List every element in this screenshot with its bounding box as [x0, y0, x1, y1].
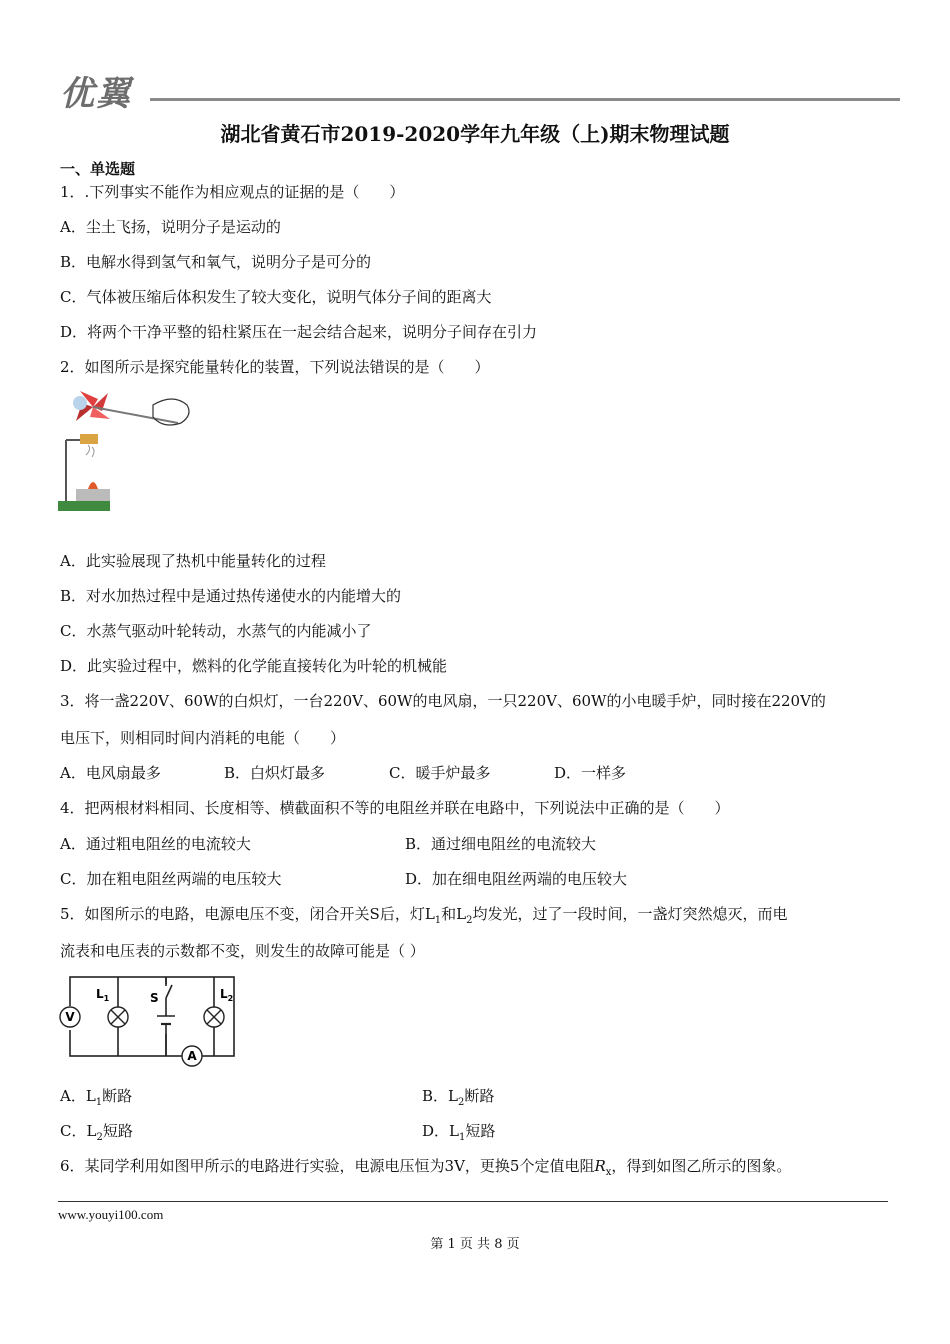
footer-url: www.youyi100.com — [58, 1207, 164, 1222]
q4-stem: 4．把两根材料相同、长度相等、横截面积不等的电阻丝并联在电路中，下列说法中正确的是（ ） — [60, 799, 730, 817]
q3-option-b: B．白炽灯最多 — [224, 764, 326, 782]
svg-text:S: S — [150, 991, 159, 1005]
q4-option-d: D．加在细电阻丝两端的电压较大 — [405, 870, 628, 888]
pinwheel-icon — [73, 391, 110, 421]
page-title: 湖北省黄石市2019-2020学年九年级（上)期末物理试题 — [220, 122, 730, 146]
q2-option-b: B．对水加热过程中是通过热传递使水的内能增大的 — [60, 587, 402, 605]
steam — [86, 445, 94, 457]
q5-option-d: D．$L_1$短路 — [422, 1122, 496, 1143]
q5-stem-line1: 5．如图所示的电路，电源电压不变，闭合开关S后，灯$L_1$和$L_2$均发光，过了一段时间，一盏灯突然熄灭，而电 — [60, 905, 788, 926]
base-plate — [58, 501, 110, 511]
q5-option-c: C．$L_2$短路 — [60, 1122, 133, 1143]
page-number: 第 1 页 共 8 页 — [430, 1237, 520, 1252]
svg-text:A: A — [187, 1049, 197, 1063]
q1-option-b: B．电解水得到氢气和氧气，说明分子是可分的 — [60, 253, 372, 271]
q2-option-d: D．此实验过程中，燃料的化学能直接转化为叶轮的机械能 — [60, 657, 448, 675]
flame — [88, 482, 98, 489]
q3-option-a: A．电风扇最多 — [60, 764, 161, 782]
q4-option-a: A．通过粗电阻丝的电流较大 — [60, 835, 251, 853]
header-divider — [150, 98, 900, 101]
flask-top — [80, 434, 98, 444]
q5-option-a: A．$L_1$断路 — [60, 1087, 133, 1108]
burner — [76, 489, 110, 501]
q5-circuit-diagram — [56, 972, 246, 1072]
svg-text:L2: $L_2$ — [220, 987, 234, 1003]
q3-option-c: C．暖手炉最多 — [389, 764, 491, 782]
q1-option-a: A．尘土飞扬，说明分子是运动的 — [60, 218, 281, 236]
q1-option-d: D．将两个干净平整的铅柱紧压在一起会结合起来，说明分子间存在引力 — [60, 323, 538, 341]
q3-stem-line2: 电压下，则相同时间内消耗的电能（ ） — [60, 729, 346, 747]
rod — [93, 407, 178, 423]
svg-text:V: V — [65, 1010, 75, 1024]
q3-option-d: D．一样多 — [554, 764, 627, 782]
q4-option-b: B．通过细电阻丝的电流较大 — [405, 835, 597, 853]
section-heading: 一、单选题 — [60, 160, 136, 178]
q3-stem-line1: 3．将一盏220V、60W的白炽灯，一台220V、60W的电风扇，一只220V、60W的小电暖手炉，同时接在220V的 — [60, 692, 826, 710]
q5-stem-line2: 流表和电压表的示数都不变，则发生的故障可能是（ ） — [60, 942, 425, 960]
q6-stem: 6．某同学利用如图甲所示的电路进行实验，电源电压恒为3V，更换5个定值电阻$R_x$，得到如图乙所示的图象。 — [60, 1157, 792, 1178]
logo: 优翼 — [60, 74, 132, 114]
footer-divider — [58, 1201, 888, 1202]
q2-apparatus-figure — [58, 385, 198, 517]
q2-stem: 2．如图所示是探究能量转化的装置，下列说法错误的是（ ） — [60, 358, 490, 376]
q4-option-c: C．加在粗电阻丝两端的电压较大 — [60, 870, 282, 888]
q2-option-c: C．水蒸气驱动叶轮转动，水蒸气的内能减小了 — [60, 622, 372, 640]
q1-option-c: C．气体被压缩后体积发生了较大变化，说明气体分子间的距离大 — [60, 288, 492, 306]
q5-option-b: B．$L_2$断路 — [422, 1087, 495, 1108]
svg-text:L1: $L_1$ — [96, 987, 110, 1003]
q1-stem: 1．.下列事实不能作为相应观点的证据的是（ ） — [60, 183, 405, 201]
q2-option-a: A．此实验展现了热机中能量转化的过程 — [60, 552, 326, 570]
